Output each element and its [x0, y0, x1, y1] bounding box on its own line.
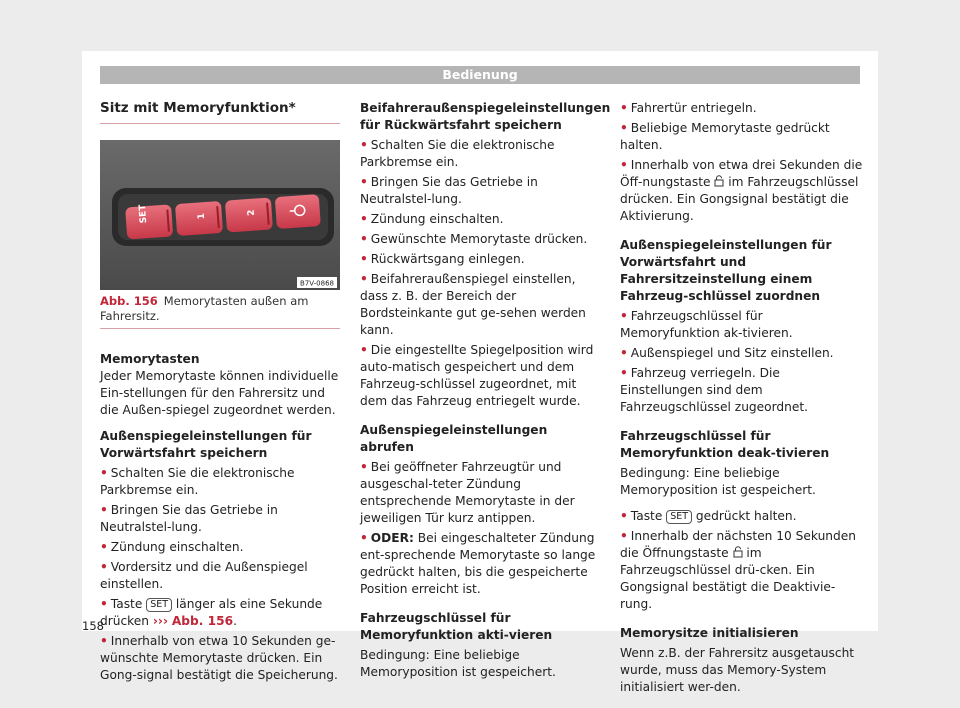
- figure-ref-arrow: ›››: [152, 614, 168, 628]
- memory-buttons-illustration: [100, 140, 340, 290]
- deaktivieren-title: Fahrzeugschlüssel für Memoryfunktion deak-tivieren: [620, 429, 830, 460]
- list-item: • Taste SET gedrückt halten.: [620, 509, 797, 523]
- column-1: [100, 100, 340, 687]
- figure-caption: [100, 290, 340, 329]
- list-item: • Innerhalb von etwa drei Sekunden die Öff-nungstaste im Fahrzeugschlüssel drücken. Ein Gongsignal bestätigt die Aktivierung.: [620, 158, 863, 223]
- list-item: • Außenspiegel und Sitz einstellen.: [620, 346, 834, 360]
- figure-caption-text: Memorytasten außen am Fahrersitz.: [100, 294, 309, 323]
- list-item: • Bringen Sie das Getriebe in Neutralstel-lung.: [360, 175, 538, 206]
- set-key: SET: [146, 598, 172, 612]
- set-key: SET: [666, 510, 692, 524]
- figure-label: Abb. 156: [100, 294, 158, 308]
- memorytasten-title: Memorytasten: [100, 352, 200, 366]
- list-item: • Bei geöffneter Fahrzeugtür und ausgeschal-teter Zündung entsprechende Memorytaste in der jeweiligen Tür kurz antippen.: [360, 460, 575, 525]
- deaktivieren-text: Bedingung: Eine beliebige Memoryposition ist gespeichert.: [620, 466, 816, 497]
- image-code: B7V-0868: [300, 279, 334, 288]
- column-2: [360, 100, 611, 690]
- page-header: Bedienung: [100, 66, 860, 84]
- aktivieren-text: Bedingung: Eine beliebige Memoryposition ist gespeichert.: [360, 648, 556, 679]
- initialisieren-title: Memorysitze initialisieren: [620, 626, 799, 640]
- list-item: • Innerhalb der nächsten 10 Sekunden die Öffnungstaste im Fahrzeugschlüssel drü-cken. Ein Gongsignal bestätigt die Deaktivie-rung.: [620, 529, 856, 611]
- list-item: • Rückwärtsgang einlegen.: [360, 252, 525, 266]
- memorytasten-text: Jeder Memorytaste können individuelle Ein-stellungen für den Fahrersitz und die Außen-spiegel zugeordnet werden.: [100, 369, 339, 417]
- list-item: • Gewünschte Memorytaste drücken.: [360, 232, 588, 246]
- list-item: • Fahrertür entriegeln.: [620, 101, 757, 115]
- abrufen-title: Außenspiegeleinstellungen abrufen: [360, 423, 548, 454]
- set-button-label: SET: [137, 204, 150, 224]
- list-item: • Taste SET länger als eine Sekunde drücken ››› Abb. 156.: [100, 597, 323, 628]
- page-number: 158: [82, 619, 104, 633]
- zuordnen-title: Außenspiegeleinstellungen für Vorwärtsfahrt und Fahrersitzeinstellung einem Fahrzeug-schlüssel zuordnen: [620, 238, 832, 303]
- figure-image: [100, 140, 340, 290]
- figure-156: [100, 140, 340, 329]
- list-item: • Fahrzeugschlüssel für Memoryfunktion ak-tivieren.: [620, 309, 793, 340]
- list-item: • Die eingestellte Spiegelposition wird auto-matisch gespeichert und dem Fahrzeug-schlüssel zugeordnet, mit dem das Fahrzeug entriegelt wurde.: [360, 343, 594, 408]
- unlock-icon: [733, 546, 743, 558]
- list-item: • Beifahreraußenspiegel einstellen, dass z. B. der Bereich der Bordsteinkante gut ge-sehen werden kann.: [360, 272, 586, 337]
- list-item: • Fahrzeug verriegeln. Die Einstellungen sind dem Fahrzeugschlüssel zugeordnet.: [620, 366, 809, 414]
- list-item: • Schalten Sie die elektronische Parkbremse ein.: [100, 466, 295, 497]
- list-item: • Beliebige Memorytaste gedrückt halten.: [620, 121, 830, 152]
- list-item: • Zündung einschalten.: [100, 540, 244, 554]
- list-item: • Zündung einschalten.: [360, 212, 504, 226]
- aktivieren-title: Fahrzeugschlüssel für Memoryfunktion akti-vieren: [360, 611, 553, 642]
- list-item: • Vordersitz und die Außenspiegel einstellen.: [100, 560, 308, 591]
- section-title: Sitz mit Memoryfunktion*: [100, 100, 340, 124]
- memory-2-label: 2: [246, 209, 257, 217]
- initialisieren-text: Wenn z.B. der Fahrersitz ausgetauscht wurde, muss das Memory-System initialisiert wer-den.: [620, 646, 855, 694]
- list-item: • ODER: Bei eingeschalteter Zündung ent-sprechende Memorytaste so lange gedrückt halten, bis die gespeicherte Position erreicht ist.: [360, 531, 596, 596]
- unlock-icon: [714, 175, 724, 187]
- manual-page: [82, 51, 878, 694]
- figure-ref-link[interactable]: Abb. 156: [171, 614, 234, 628]
- rueckwaerts-title: Beifahreraußenspiegeleinstellungen für Rückwärtsfahrt speichern: [360, 101, 611, 132]
- vorwaerts-title: Außenspiegeleinstellungen für Vorwärtsfahrt speichern: [100, 429, 312, 460]
- memory-1-label: 1: [196, 212, 208, 220]
- list-item: • Innerhalb von etwa 10 Sekunden ge-wünschte Memorytaste drücken. Ein Gong-signal bestätigt die Speicherung.: [100, 634, 338, 682]
- list-item: • Bringen Sie das Getriebe in Neutralstel-lung.: [100, 503, 278, 534]
- column-3: [620, 100, 863, 705]
- list-item: • Schalten Sie die elektronische Parkbremse ein.: [360, 138, 555, 169]
